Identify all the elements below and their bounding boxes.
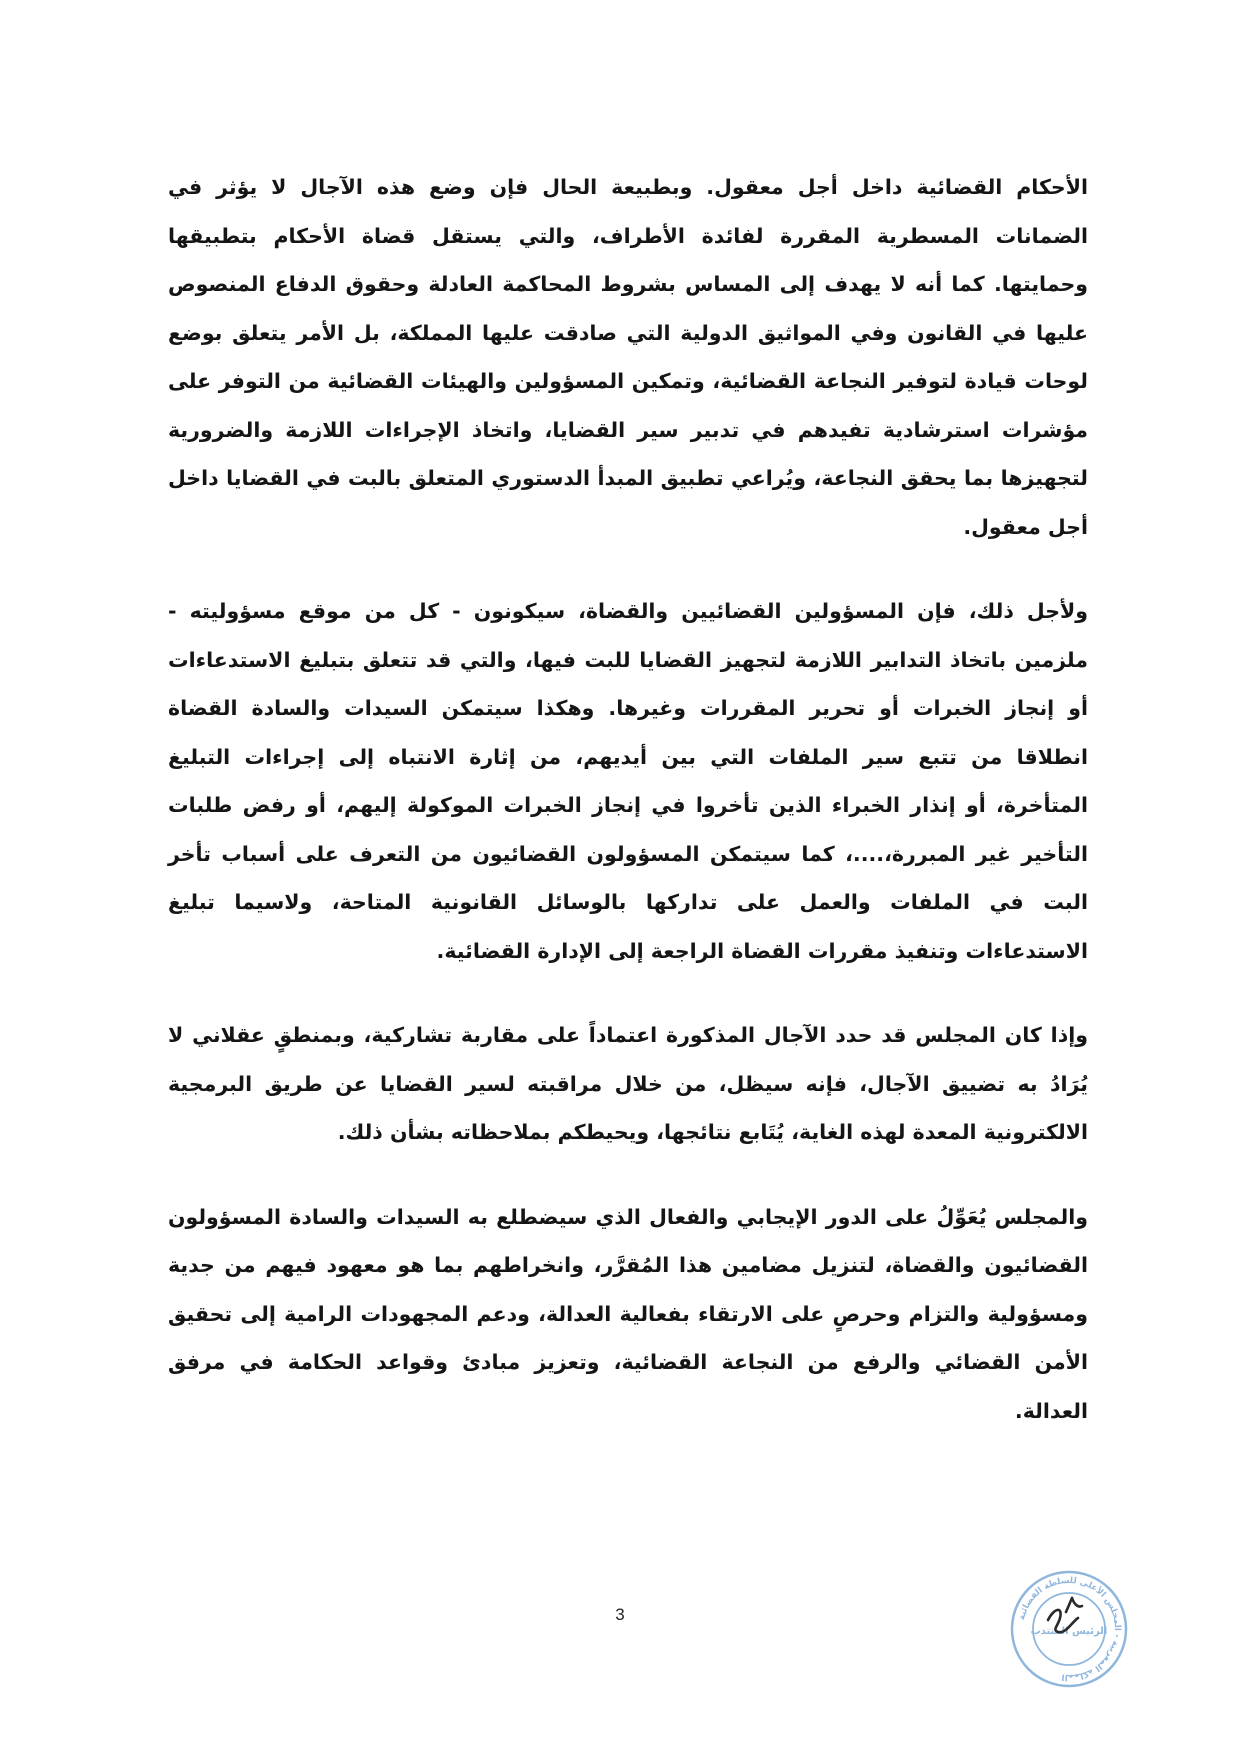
stamp-inner-text: الرئيس المنتدب xyxy=(1030,1626,1108,1637)
body-text xyxy=(168,163,1088,1435)
paragraph-1: الأحكام القضائية داخل أجل معقول. وبطبيعة الحال فإن وضع هذه الآجال لا يؤثر في الضمانات المسطرية المقررة لفائدة الأطراف، والتي يستقل قضاة الأحكام بتطبيقها وحمايتها. كما أنه لا يهدف إلى المساس بشروط المحاكمة العادلة وحقوق الدفاع المنصوص عليها في القانون وفي المواثيق الدولية التي صادقت عليها المملكة، بل الأمر يتعلق بوضع لوحات قيادة لتوفير النجاعة القضائية، وتمكين المسؤولين والهيئات القضائية من التوفر على مؤشرات استرشادية تفيدهم في تدبير سير القضايا، واتخاذ الإجراءات اللازمة والضرورية لتجهيزها بما يحقق النجاعة، ويُراعي تطبيق المبدأ الدستوري المتعلق بالبت في القضايا داخل أجل معقول. xyxy=(168,175,1088,539)
paragraph-4: والمجلس يُعَوِّلُ على الدور الإيجابي والفعال الذي سيضطلع به السيدات والسادة المسؤولون القضائيون والقضاة، لتنزيل مضامين هذا المُقرَّر، وانخراطهم بما هو معهود فيهم من جدية ومسؤولية والتزام وحرصٍ على الارتقاء بفعالية العدالة، ودعم المجهودات الرامية إلى تحقيق الأمن القضائي والرفع من النجاعة القضائية، وتعزيز مبادئ وقواعد الحكامة في مرفق العدالة. xyxy=(168,1204,1088,1423)
stamp-outer-text: المملكة المغربية - المجلس الأعلى للسلطة القضائية xyxy=(1016,1575,1123,1683)
paragraph-3: وإذا كان المجلس قد حدد الآجال المذكورة اعتماداً على مقاربة تشاركية، وبمنطقٍ عقلاني لا يُرَادُ به تضييق الآجال، فإنه سيظل، من خلال مراقبته لسير القضايا عن طريق البرمجية الالكترونية المعدة لهذه الغاية، يُتَابع نتائجها، ويحيطكم بملاحظاته بشأن ذلك. xyxy=(168,1023,1088,1144)
page-number: 3 xyxy=(615,1605,625,1624)
paragraph-2: ولأجل ذلك، فإن المسؤولين القضائيين والقضاة، سيكونون - كل من موقع مسؤوليته - ملزمين باتخاذ التدابير اللازمة لتجهيز القضايا للبت فيها، والتي قد تتعلق بتبليغ الاستدعاءات أو إنجاز الخبرات أو تحرير المقررات وغيرها. وهكذا سيتمكن السيدات والسادة القضاة انطلاقا من تتبع سير الملفات التي بين أيديهم، من إثارة الانتباه إلى إجراءات التبليغ المتأخرة، أو إنذار الخبراء الذين تأخروا في إنجاز الخبرات الموكولة إليهم، أو رفض طلبات التأخير غير المبررة،....، كما سيتمكن المسؤولون القضائيون من التعرف على أسباب تأخر البت في الملفات والعمل على تداركها بالوسائل القانونية المتاحة، ولاسيما تبليغ الاستدعاءات وتنفيذ مقررات القضاة الراجعة إلى الإدارة القضائية. xyxy=(168,599,1088,963)
official-stamp-icon xyxy=(1008,1568,1130,1690)
